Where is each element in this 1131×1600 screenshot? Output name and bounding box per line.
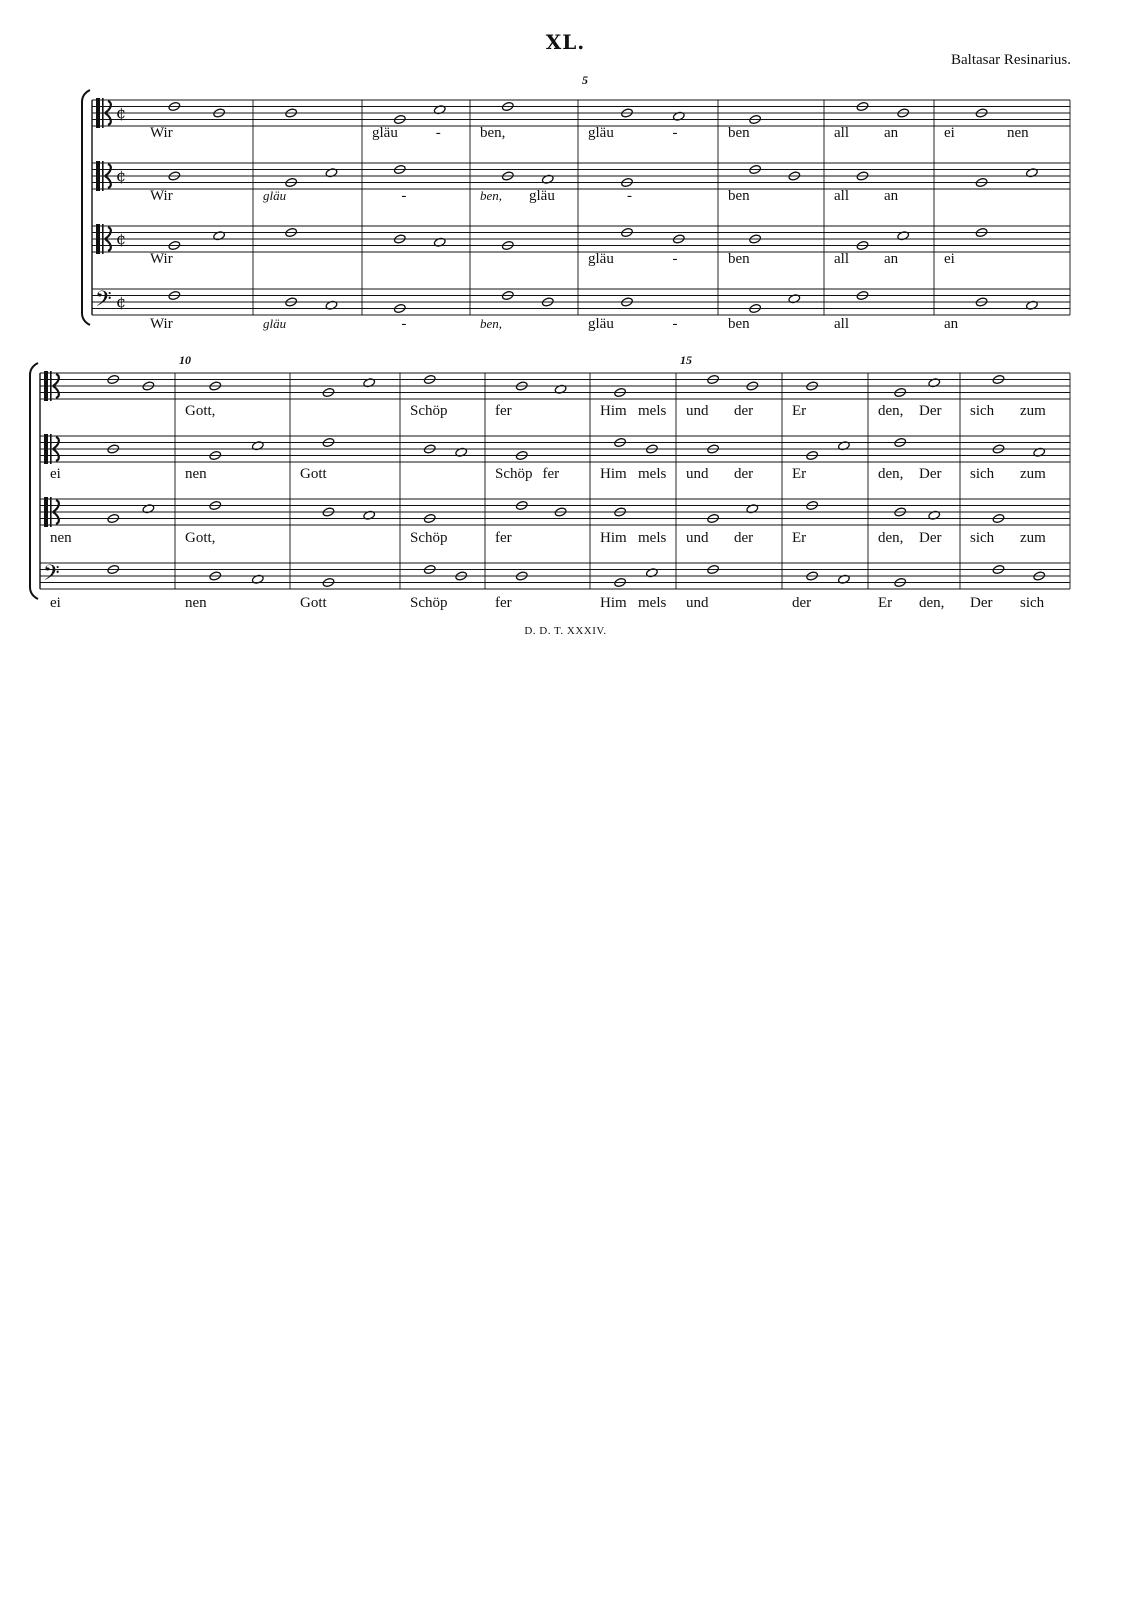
lyric-syllable: gläu	[263, 316, 287, 331]
lyric-syllable: an	[884, 251, 899, 267]
page-footer: D. D. T. XXXIV.	[524, 625, 607, 637]
lyric-syllable: den,	[878, 403, 904, 419]
system-bracket	[30, 363, 38, 599]
lyric-syllable: und	[686, 595, 709, 611]
lyric-syllable: zum	[1020, 403, 1046, 419]
lyric-syllable: Schöp	[410, 530, 448, 546]
lyric-syllable: fer	[542, 466, 560, 482]
lyric-syllable: Er	[878, 595, 893, 611]
lyric-syllable: ben	[728, 316, 750, 332]
lyric-hyphen: -	[672, 251, 678, 267]
lyric-syllable: gläu	[372, 125, 398, 141]
lyric-syllable: der	[734, 466, 754, 482]
lyric-syllable: all	[834, 188, 849, 204]
measure-number: 5	[582, 73, 588, 87]
lyric-hyphen: -	[672, 316, 678, 332]
lyric-syllable: Schöp	[410, 403, 448, 419]
lyric-syllable: all	[834, 251, 849, 267]
lyric-syllable: nen	[1007, 125, 1029, 141]
lyric-syllable: ben	[728, 188, 750, 204]
lyric-syllable: gläu	[529, 188, 555, 204]
lyric-syllable: Gott	[300, 466, 327, 482]
lyric-syllable: ben	[728, 125, 750, 141]
lyric-syllable: sich	[970, 530, 995, 546]
lyric-syllable: Gott,	[185, 403, 216, 419]
lyric-syllable: gläu	[588, 316, 614, 332]
lyric-syllable: gläu	[263, 188, 287, 203]
lyric-syllable: Him	[600, 403, 627, 419]
lyric-syllable: den,	[919, 595, 945, 611]
composer-name: Baltasar Resinarius.	[951, 52, 1071, 68]
lyric-hyphen: -	[627, 188, 632, 204]
c-clef-icon	[50, 371, 52, 401]
lyric-syllable: ben,	[480, 188, 503, 203]
bass-clef-icon: 𝄢	[43, 560, 60, 591]
measure-number: 10	[179, 353, 191, 367]
lyric-syllable: Him	[600, 466, 627, 482]
lyric-syllable: all	[834, 125, 849, 141]
lyric-syllable: den,	[878, 466, 904, 482]
c-clef-icon	[102, 161, 104, 191]
lyric-syllable: ben,	[480, 316, 503, 331]
c-clef-icon	[96, 98, 100, 128]
lyric-syllable: ei	[50, 595, 61, 611]
lyric-syllable: Gott,	[185, 530, 216, 546]
c-clef-icon	[44, 371, 48, 401]
lyric-syllable: ben	[728, 251, 750, 267]
music-score	[0, 0, 1131, 640]
lyric-syllable: mels	[638, 595, 667, 611]
bass-clef-icon: 𝄢	[95, 286, 112, 317]
lyric-syllable: an	[884, 188, 899, 204]
lyric-syllable: ei	[944, 125, 955, 141]
lyric-syllable: Wir	[150, 316, 173, 332]
lyric-hyphen: -	[435, 125, 441, 141]
lyric-syllable: all	[834, 316, 849, 332]
measure-number: 15	[680, 353, 692, 367]
lyric-syllable: gläu	[588, 125, 614, 141]
c-clef-icon	[96, 161, 100, 191]
time-signature: ¢	[116, 229, 127, 249]
lyric-syllable: und	[686, 466, 709, 482]
time-signature: ¢	[116, 166, 127, 186]
lyric-syllable: Der	[919, 403, 942, 419]
lyric-hyphen: -	[672, 125, 678, 141]
lyric-syllable: sich	[970, 466, 995, 482]
lyric-syllable: Him	[600, 595, 627, 611]
lyric-syllable: fer	[495, 403, 512, 419]
lyric-syllable: der	[734, 403, 754, 419]
lyric-syllable: Wir	[150, 251, 173, 267]
lyric-syllable: nen	[185, 466, 207, 482]
lyric-syllable: Der	[919, 530, 942, 546]
lyric-syllable: fer	[495, 530, 512, 546]
c-clef-icon	[96, 224, 100, 254]
lyric-syllable: Er	[792, 466, 807, 482]
lyric-syllable: Gott	[300, 595, 327, 611]
lyric-syllable: Wir	[150, 188, 173, 204]
lyric-syllable: Schöp	[410, 595, 448, 611]
time-signature: ¢	[116, 103, 127, 123]
lyric-syllable: mels	[638, 466, 667, 482]
c-clef-icon	[44, 434, 48, 464]
c-clef-icon	[102, 224, 104, 254]
lyric-syllable: und	[686, 403, 709, 419]
lyric-syllable: ei	[50, 466, 61, 482]
lyric-syllable: der	[734, 530, 754, 546]
lyric-syllable: ben,	[480, 125, 506, 141]
lyric-syllable: sich	[1020, 595, 1045, 611]
lyric-syllable: an	[944, 316, 959, 332]
lyric-syllable: gläu	[588, 251, 614, 267]
lyric-hyphen: -	[401, 188, 407, 204]
c-clef-icon	[102, 98, 104, 128]
lyric-syllable: Der	[970, 595, 993, 611]
lyric-syllable: Wir	[150, 125, 173, 141]
c-clef-icon	[50, 434, 52, 464]
lyric-hyphen: -	[401, 316, 407, 332]
lyric-syllable: Er	[792, 403, 807, 419]
lyric-syllable: an	[884, 125, 899, 141]
piece-title: XL.	[545, 30, 586, 54]
lyric-syllable: zum	[1020, 530, 1046, 546]
lyric-syllable: Schöp	[495, 466, 533, 482]
lyric-syllable: zum	[1020, 466, 1046, 482]
lyric-syllable: den,	[878, 530, 904, 546]
c-clef-icon	[44, 497, 48, 527]
time-signature: ¢	[116, 292, 127, 312]
lyric-syllable: fer	[495, 595, 512, 611]
lyric-syllable: und	[686, 530, 709, 546]
lyric-syllable: Him	[600, 530, 627, 546]
lyric-syllable: der	[792, 595, 812, 611]
lyric-syllable: sich	[970, 403, 995, 419]
system-bracket	[82, 90, 90, 325]
lyric-syllable: mels	[638, 530, 667, 546]
lyric-syllable: Er	[792, 530, 807, 546]
lyric-syllable: nen	[50, 530, 72, 546]
lyric-syllable: ei	[944, 251, 955, 267]
lyric-syllable: mels	[638, 403, 667, 419]
lyric-syllable: nen	[185, 595, 207, 611]
lyric-syllable: Der	[919, 466, 942, 482]
c-clef-icon	[50, 497, 52, 527]
